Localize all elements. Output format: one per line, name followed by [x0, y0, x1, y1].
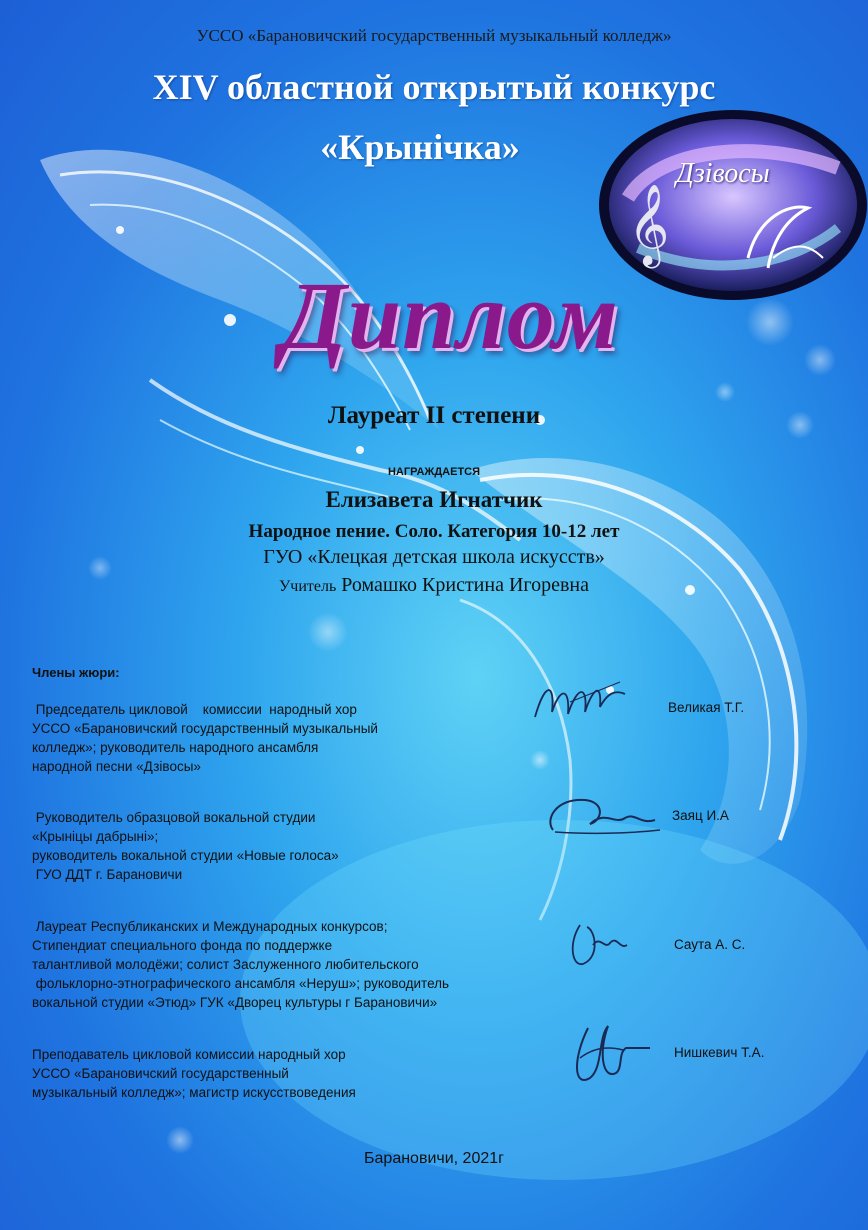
teacher-label: Учитель: [278, 578, 337, 595]
contest-name: «Крынiчка»: [320, 127, 520, 167]
teacher-line: [0, 574, 868, 597]
teacher-name: Ромашко Кристина Игоревна: [341, 574, 590, 596]
organizer-name: УССО «Барановичский государственный музыкальный колледж»: [196, 26, 672, 45]
svg-text:𝄞: 𝄞: [628, 183, 670, 265]
signature-icon: [545, 790, 665, 840]
contest-title: XIV областной открытый конкурс: [152, 67, 716, 107]
diploma-heading: Диплом: [281, 262, 619, 369]
jury-member-name: Нишкевич Т.А.: [674, 1045, 765, 1060]
signature-icon: [530, 672, 630, 732]
signature-icon: [565, 915, 635, 975]
jury-member-name: Саута А. С.: [674, 937, 746, 952]
jury-member-name: Заяц И.А: [672, 808, 729, 823]
place-and-date: Барановичи, 2021г: [364, 1150, 504, 1167]
jury-title: Члены жюри:: [32, 665, 120, 680]
jury-member-description: Председатель цикловой комиссии народный хор УССО «Барановичский государственный музыкальный колледж»; руководитель народного ансамбля народной песни «Дзівосы»: [32, 702, 378, 774]
school-name: ГУО «Клецкая детская школа искусств»: [263, 546, 605, 568]
awarded-label: НАГРАЖДАЕТСЯ: [387, 466, 481, 478]
category-line: Народное пение. Соло. Категория 10-12 лет: [248, 521, 620, 542]
laureate-degree: Лауреат II степени: [327, 402, 541, 429]
logo-text: Дзівосы: [676, 158, 770, 189]
jury-member-description: Руководитель образцовой вокальной студии «Крыніцы дабрыні»; руководитель вокальной студии «Новые голоса» ГУО ДДТ г. Барановичи: [32, 810, 339, 882]
jury-member-description: Преподаватель цикловой комиссии народный хор УССО «Барановичский государственный музыкальный колледж»; магистр искусствоведения: [32, 1047, 356, 1100]
jury-member-name: Великая Т.Г.: [668, 700, 745, 715]
jury-member-description: Лауреат Республиканских и Международных конкурсов; Стипендиат специального фонда по поддержке талантливой молодёжи; солист Заслуженного любительского фольклорно-этнографического ансамбля «Неруш»; руководитель вокальной студии «Этюд» ГУК «Дворец культуры г Барановичи»: [32, 919, 450, 1010]
winner-name: Елизавета Игнатчик: [325, 487, 543, 512]
signature-icon: [568, 1018, 653, 1093]
